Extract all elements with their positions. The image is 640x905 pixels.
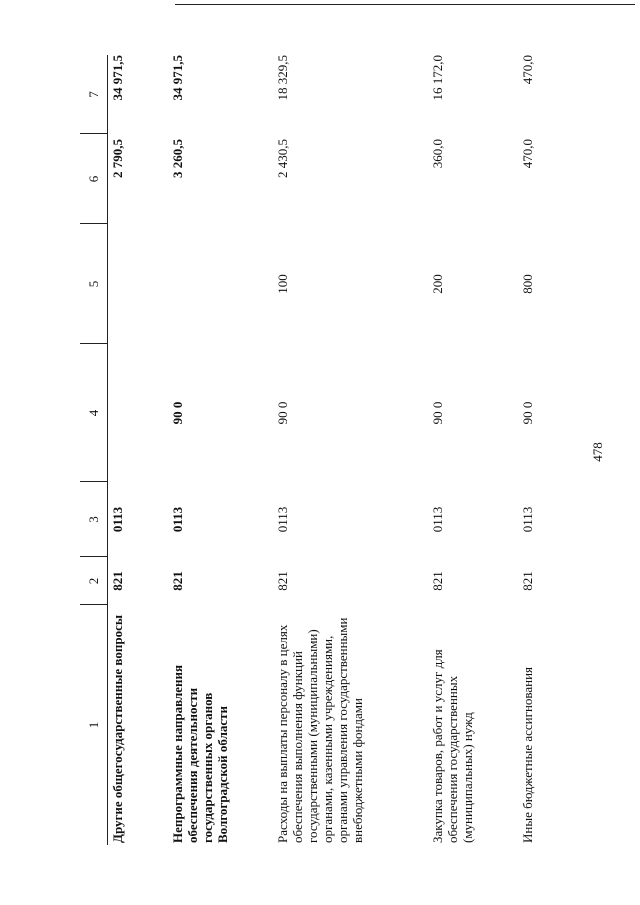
budget-table xyxy=(80,55,540,845)
table-row xyxy=(520,55,540,845)
header-col-5: 5 xyxy=(86,280,101,288)
row-code-5: 200 xyxy=(430,274,445,294)
row-code-2: 821 xyxy=(110,571,125,591)
table-row xyxy=(110,55,170,845)
row-code-2: 821 xyxy=(170,571,185,591)
row-value-6: 470,0 xyxy=(520,139,535,169)
row-code-5: 800 xyxy=(520,274,535,294)
row-value-6: 2 790,5 xyxy=(110,139,125,178)
row-code-5: 100 xyxy=(275,274,290,294)
row-name: Непрограммные направления обеспечения деятельности государственных органов Волгоградской области xyxy=(170,664,230,843)
row-code-4: 90 0 xyxy=(430,401,445,425)
table-row xyxy=(170,55,260,845)
page-number: 478 xyxy=(590,442,605,462)
header-col-6: 6 xyxy=(86,175,101,183)
row-name: Другие общегосударственные вопросы xyxy=(110,615,125,843)
header-col-2: 2 xyxy=(86,577,101,585)
table-row xyxy=(430,55,510,845)
table-row xyxy=(275,55,415,845)
header-col-1: 1 xyxy=(86,721,101,729)
page-edge-line xyxy=(175,4,635,5)
table-header-row xyxy=(80,55,108,845)
row-code-4: 90 0 xyxy=(520,401,535,425)
row-value-7: 470,0 xyxy=(520,55,535,85)
row-value-7: 34 971,5 xyxy=(110,55,125,101)
row-code-3: 0113 xyxy=(170,506,185,533)
row-name: Иные бюджетные ассигнования xyxy=(520,666,535,843)
row-value-6: 2 430,5 xyxy=(275,139,290,178)
row-code-4: 90 0 xyxy=(275,401,290,425)
row-code-3: 0113 xyxy=(110,506,125,533)
row-code-3: 0113 xyxy=(520,506,535,533)
row-value-6: 360,0 xyxy=(430,139,445,169)
row-value-7: 16 172,0 xyxy=(430,55,445,101)
row-value-6: 3 260,5 xyxy=(170,139,185,178)
row-code-4: 90 0 xyxy=(170,401,185,425)
row-code-3: 0113 xyxy=(430,506,445,533)
row-name: Закупка товаров, работ и услуг для обеспечения государственных (муниципальных) нужд xyxy=(430,649,475,843)
row-code-3: 0113 xyxy=(275,506,290,533)
header-col-7: 7 xyxy=(86,91,101,98)
row-code-2: 821 xyxy=(275,571,290,591)
header-col-3: 3 xyxy=(86,516,101,523)
row-value-7: 18 329,5 xyxy=(275,55,290,101)
row-name: Расходы на выплаты персоналу в целях обеспечения выполнения функций государственными (муниципальными) органами, казенными учреждениями, органами управления государственными внебюджетными фондами xyxy=(275,617,365,843)
header-col-4: 4 xyxy=(86,409,101,417)
row-code-2: 821 xyxy=(430,571,445,591)
row-code-2: 821 xyxy=(520,571,535,591)
row-value-7: 34 971,5 xyxy=(170,55,185,101)
